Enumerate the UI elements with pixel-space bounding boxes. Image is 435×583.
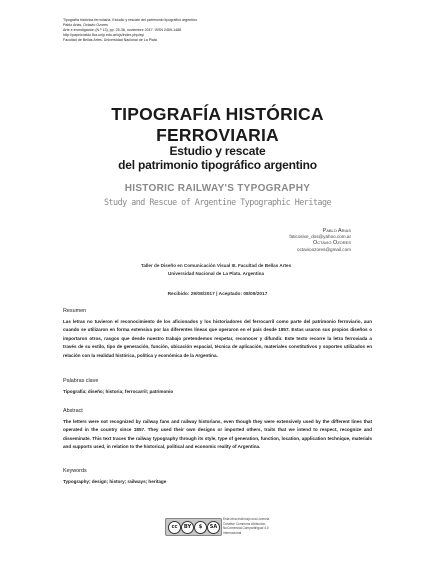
title-line-1: TIPOGRAFÍA HISTÓRICA: [111, 104, 324, 124]
noncommercial-icon: $: [194, 521, 207, 534]
header-line: Facultad de Bellas Artes. Universidad Nacional de La Plata: [63, 38, 157, 42]
author-name: Pablo Arias: [322, 228, 351, 234]
attribution-icon: BY: [181, 521, 194, 534]
license-text: Esta obra está bajo una Licencia Creative Commons Atribución-NoComercial-CompartirIgual 4.0 Internacional: [223, 517, 270, 535]
abstract-heading: Abstract: [63, 408, 83, 414]
english-subtitle: Study and Rescue of Argentine Typographic Heritage: [103, 197, 332, 207]
creative-commons-badge[interactable]: [165, 518, 222, 536]
resumen-text: Las letras no tuvieron el reconocimiento de los aficionados y los historiadores del ferrocarril como parte del patrimonio ferroviario, aun cuando se utilizaron en forma extensiva por las diferentes líneas que operaron en el país desde 1857. Estas usaron sus propios diseños o importaron otros, rasgos que desde nuestro trabajo pretendemos respetar, reconocer y difundir. Este texto recorre la letra ferroviada a través de su estilo, tipo de generación, función, ubicación espacial, técnica de aplicación, materiales constitutivos y soportes utilizados en relación con la realidad histórica, política y económica de la Argentina.: [63, 319, 372, 358]
english-title: HISTORIC RAILWAY'S TYPOGRAPHY: [124, 183, 311, 194]
running-header: [63, 18, 363, 43]
palabras-clave-heading: Palabras clave: [63, 378, 99, 384]
abstract-text: The letters were not recognized by railway fans and railway historians, even though they were extensively used by the different lines that operated in the country since 1857. They used their own designs or imported others, traits that we intend to respect, recognize and disseminate. This text traces the railway typography through its style, type of generation, function, location, application technique, materials and supports used, in relation to the historical, political and economic reality of Argentina.: [63, 419, 372, 450]
resumen-heading: Resumen: [63, 308, 87, 314]
header-line: http://papelcosido.fba.unlp.edu.ar/ojs/index.php/ayi: [63, 33, 144, 37]
affiliation: [100, 262, 332, 278]
authors-block: [289, 228, 351, 253]
header-line: Arte e investigación (N.º 13), pp. 25-38, noviembre 2017. ISSN 2469-1488: [63, 28, 182, 32]
keywords-heading: Keywords: [63, 468, 87, 474]
sharealike-icon: SA: [207, 521, 220, 534]
header-line: Pablo Arias, Octavio Ozores: [63, 23, 108, 27]
title-line-2: FERROVIARIA: [156, 125, 279, 145]
subtitle-line-2: del patrimonio tipográfico argentino: [118, 158, 317, 172]
author-name: Octavio Ozores: [313, 240, 351, 247]
subtitle-line-1: Estudio y rescate: [169, 144, 266, 158]
affiliation-line: Taller de Diseño en Comunicación Visual III. Facultad de Bellas Artes: [140, 263, 292, 268]
author-email[interactable]: octavioozores@gmail.com: [297, 246, 351, 252]
keywords-text: Typography; design; history; railways; heritage: [63, 479, 167, 484]
received-accepted-dates: Recibido: 29/08/2017 | Aceptado: 08/09/2017: [167, 292, 268, 297]
header-line: Tipografía histórica ferroviaria. Estudio y rescate del patrimonio tipográfico argentino: [63, 18, 198, 22]
cc-icon: cc: [168, 521, 181, 534]
affiliation-line: Universidad Nacional de La Plata. Argentina: [167, 270, 265, 276]
palabras-clave-text: Tipografía; diseño; historia; ferrocarril; patrimonio: [63, 389, 174, 394]
author-email[interactable]: faticosive_dos@yahoo.com.ar: [289, 234, 351, 240]
